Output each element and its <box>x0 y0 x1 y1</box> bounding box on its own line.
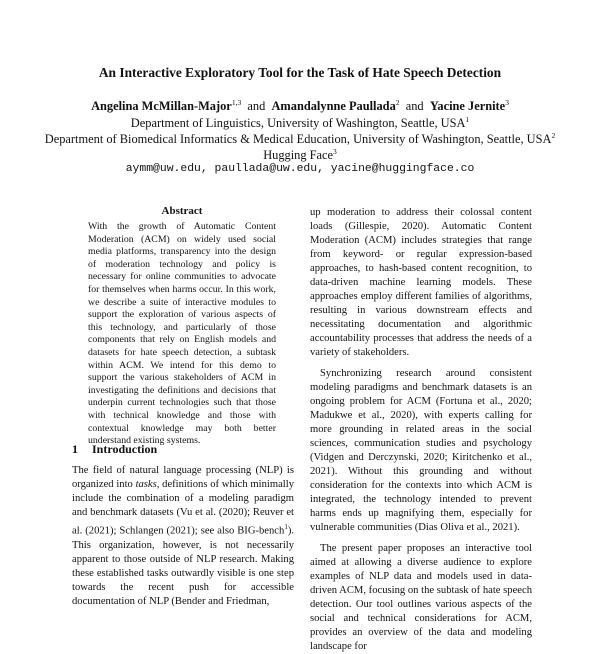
section-number: 1 <box>72 442 78 456</box>
footnote-mark: 1 <box>284 523 288 531</box>
author-affiliation-mark: 2 <box>395 98 400 107</box>
author-name: Amandalynne Paullada <box>271 99 396 114</box>
affiliation-line <box>0 131 600 147</box>
intro-paragraph: Synchronizing research around consistent modeling paradigms and benchmark datasets is an ongoing problem for ACM (Fortuna et al., 2020; Madukwe et al., 2020), with experts calling for more grounding in related areas in the social sciences, communication studies and psychology (Vidgen and Derczynski, 2020; Kiritchenko et al., 2021). Without this grounding and without consideration for the contexts into which ACM is integrated, the technology intended to prevent harms ends up magnifying them, especially for vulnerable communities (Dias Oliva et al., 2021). <box>310 368 532 533</box>
affiliation-line <box>0 115 600 131</box>
intro-paragraph: up moderation to address their colossal content loads (Gillespie, 2020). Automatic Content Moderation (ACM) includes strategies that range from keyword- or regular expression-based approaches, to hash-based content recognition, to data-driven machine learning models. These approaches employ different families of algorithms, resulting in various downstream effects and necessitating documentation and algorithmic accountability processes that address the needs of a variety of stakeholders. <box>310 207 532 358</box>
abstract-heading: Abstract <box>161 205 203 217</box>
affiliation-text: Hugging Face <box>263 148 334 163</box>
emphasis-tasks: tasks <box>135 479 157 490</box>
affiliation-line <box>0 147 600 163</box>
affiliation-text: Department of Biomedical Informatics & Medical Education, University of Washington, Seattle, USA <box>44 132 552 147</box>
abstract-text: With the growth of Automatic Content Moderation (ACM) on widely used social media platforms, transparency into the design of moderation technology and policy is necessary for online communities to advocate for themselves when harms occur. In this work, we describe a suite of interactive modules to support the exploration of various aspects of this technology, and particularly of those components that rely on English models and datasets for hate speech detection, a subtask within ACM. We intend for this demo to support the various stakeholders of ACM in investigating the definitions and decisions that underpin current technologies such that those with technical knowledge and those with contextual knowledge may both better understand existing systems. <box>88 221 276 447</box>
section-title: Introduction <box>92 442 158 456</box>
author-separator: and <box>405 99 424 114</box>
intro-left-column <box>72 464 294 609</box>
paper-title: An Interactive Exploratory Tool for the Task of Hate Speech Detection <box>98 65 502 80</box>
author-emails: aymm@uw.edu, paullada@uw.edu, yacine@huggingface.co <box>125 163 475 175</box>
affiliation-mark: 3 <box>333 147 337 156</box>
author-separator: and <box>247 99 266 114</box>
author-name: Angelina McMillan-Major <box>91 99 232 114</box>
section-heading <box>72 442 157 457</box>
author-affiliation-mark: 1,3 <box>231 98 242 107</box>
author-list <box>0 98 600 114</box>
intro-right-column <box>310 206 532 654</box>
affiliation-mark: 2 <box>551 131 556 140</box>
author-affiliation-mark: 3 <box>505 98 509 107</box>
author-name: Yacine Jernite <box>429 99 506 114</box>
intro-paragraph: The present paper proposes an interactive tool aimed at allowing a diverse audience to explore examples of NLP data and models used in data-driven ACM, focusing on the subtask of hate speech detection. Our tool outlines various aspects of the social and technical considerations for ACM, provides an overview of the data and modeling landscape for <box>310 543 532 652</box>
affiliation-mark: 1 <box>465 115 470 124</box>
affiliation-text: Department of Linguistics, University of Washington, Seattle, USA <box>130 116 466 131</box>
intro-paragraph: The field of natural language processing (NLP) is organized into tasks, definitions of which minimally include the combination of a modeling paradigm and benchmark datasets (Vu et al. (2020); Reuver et al. (2021); Schlangen (2021); see also BIG-bench$^1$). This organization, however, is not necessarily apparent to those outside of NLP research. Making these established tasks outwardly visible is one step towards the recent push for accessible documentation of NLP (Bender and Friedman, <box>72 465 294 607</box>
